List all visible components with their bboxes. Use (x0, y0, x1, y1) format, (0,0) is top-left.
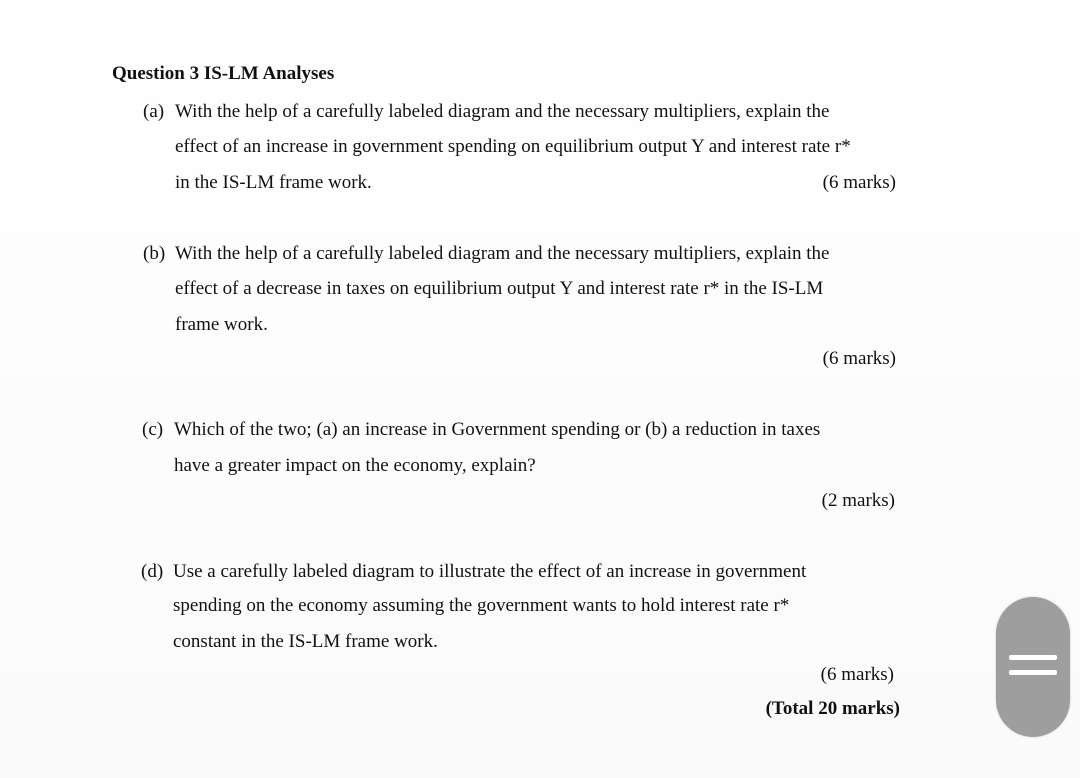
question-text-line: With the help of a carefully labeled diagram and the necessary multipliers, explain the (175, 101, 830, 122)
question-text-line: With the help of a carefully labeled diagram and the necessary multipliers, explain the (175, 243, 830, 264)
question-text-line: spending on the economy assuming the government wants to hold interest rate r* (173, 595, 790, 616)
scroll-handle[interactable] (996, 597, 1070, 737)
question-label: (c) (142, 419, 164, 440)
drag-handle-icon (1009, 670, 1057, 675)
question-text-line: in the IS-LM frame work. (175, 172, 372, 193)
question-text-line: effect of an increase in government spending on equilibrium output Y and interest rate r* (175, 136, 851, 157)
question-text-line: Use a carefully labeled diagram to illustrate the effect of an increase in government (173, 561, 807, 582)
question-marks: (6 marks) (820, 664, 894, 685)
question-label: (b) (143, 243, 166, 264)
total-marks: (Total 20 marks) (765, 698, 900, 719)
question-text-line: have a greater impact on the economy, explain? (174, 455, 536, 476)
question-label: (a) (143, 101, 165, 122)
question-marks: (2 marks) (821, 490, 895, 511)
question-text-line: Which of the two; (a) an increase in Government spending or (b) a reduction in taxes (174, 419, 821, 440)
question-title: Question 3 IS-LM Analyses (112, 63, 335, 84)
question-marks: (6 marks) (822, 348, 896, 369)
question-text-line: constant in the IS-LM frame work. (173, 631, 438, 652)
question-text-line: frame work. (175, 314, 268, 335)
question-label: (d) (141, 561, 164, 582)
question-text-line: effect of a decrease in taxes on equilibrium output Y and interest rate r* in the IS-LM (175, 278, 824, 299)
drag-handle-icon (1009, 655, 1057, 660)
question-marks: (6 marks) (822, 172, 896, 193)
